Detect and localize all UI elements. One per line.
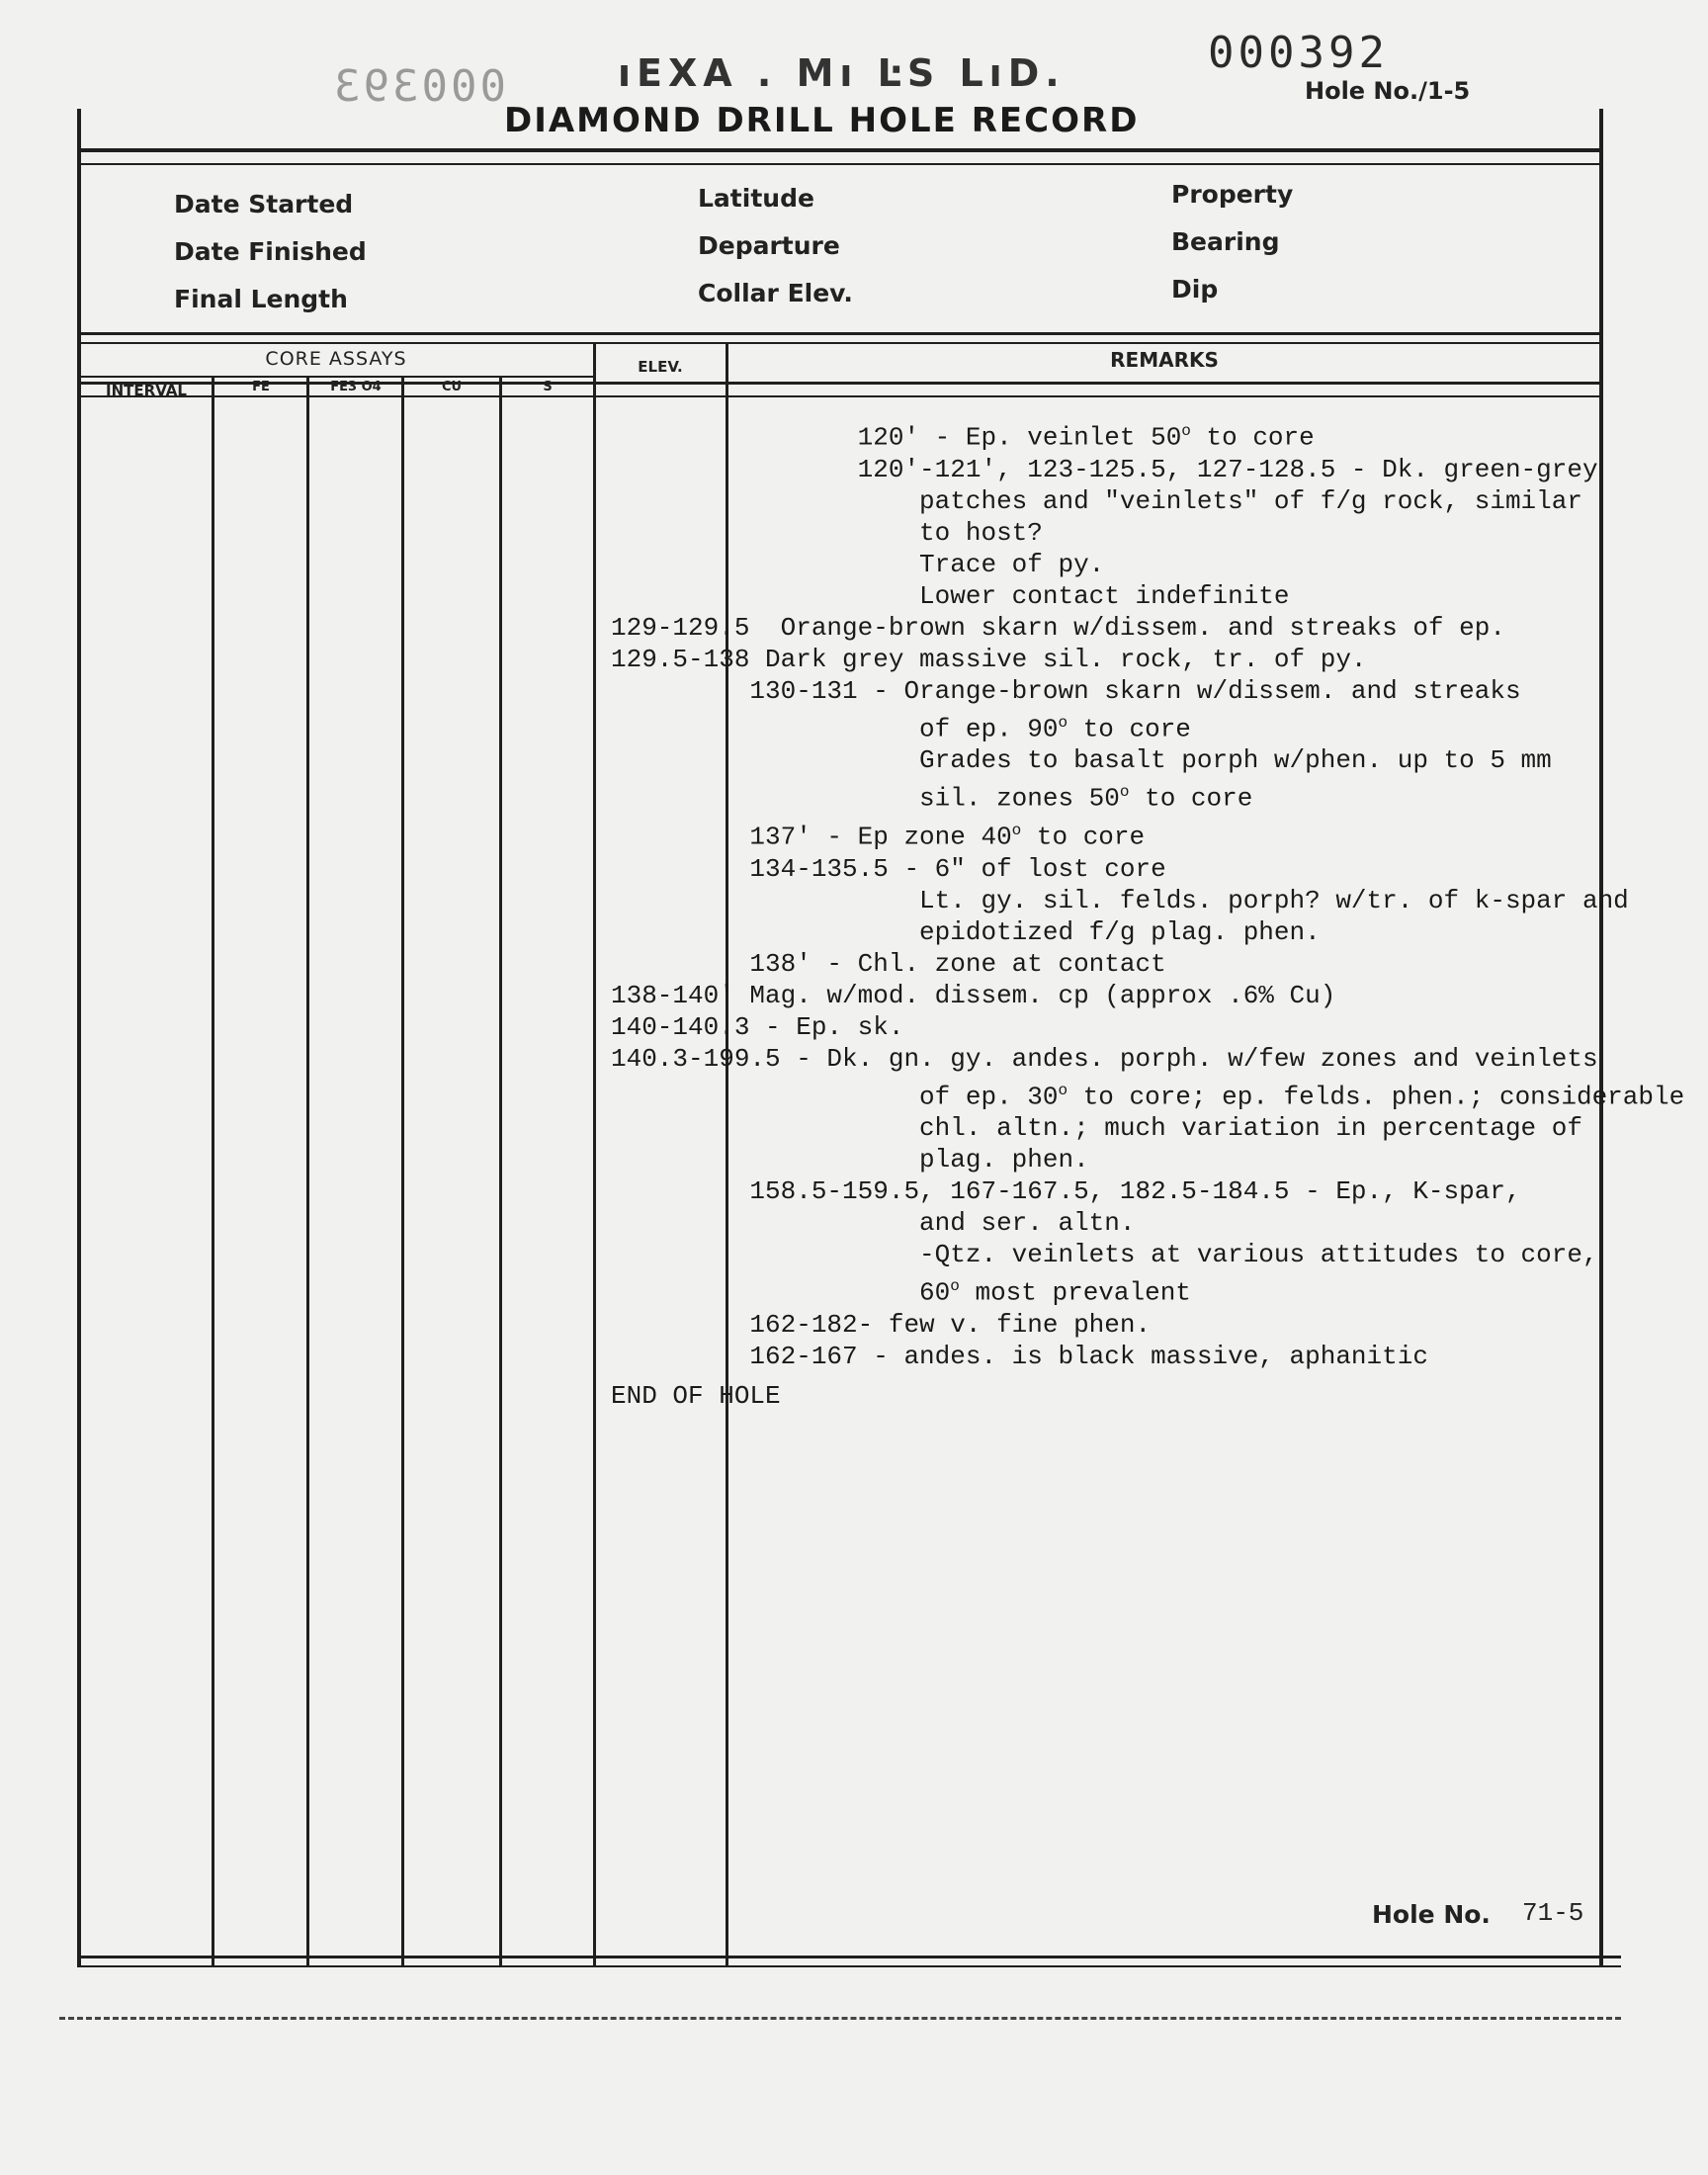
- footer-hole-label: Hole No.: [1372, 1900, 1491, 1929]
- remark-line: Lt. gy. sil. felds. porph? w/tr. of k-spar and: [611, 885, 1629, 915]
- table-bottom-rule-2: [79, 1965, 1621, 1967]
- col-fe3o4: FE3 O4: [330, 380, 382, 394]
- col-cu: CU: [441, 380, 463, 394]
- table-bottom-rule: [79, 1956, 1621, 1958]
- stamp-number: 000392: [1208, 28, 1389, 78]
- col-fe: FE: [252, 380, 270, 394]
- label-date-started: Date Started: [174, 190, 354, 218]
- remark-line: 120' - Ep. veinlet 50$^o$ to core: [611, 422, 1315, 453]
- footer-hole-value: 71-5: [1522, 1898, 1584, 1928]
- col-s: S: [543, 380, 553, 394]
- remark-line: to host?: [611, 517, 1043, 548]
- label-property: Property: [1171, 180, 1294, 209]
- remark-line: of ep. 30$^o$ to core; ep. felds. phen.; considerable: [611, 1081, 1685, 1112]
- end-of-hole: END OF HOLE: [611, 1381, 781, 1411]
- remark-line: 140-140.3 - Ep. sk.: [611, 1011, 904, 1042]
- divider-interval: [212, 376, 214, 1967]
- remark-line: 158.5-159.5, 167-167.5, 182.5-184.5 - Ep., K-spar,: [611, 1176, 1521, 1207]
- remark-line: 138-140' Mag. w/mod. dissem. cp (approx .6% Cu): [611, 980, 1336, 1010]
- remark-line: 137' - Ep zone 40$^o$ to core: [611, 821, 1146, 852]
- mirrored-stamp: 000393: [331, 61, 506, 112]
- table-top-rule: [79, 332, 1601, 335]
- remark-line: Grades to basalt porph w/phen. up to 5 mm: [611, 745, 1552, 776]
- top-rule-thin: [79, 163, 1601, 165]
- remark-line: patches and "veinlets" of f/g rock, similar: [611, 485, 1582, 516]
- remark-line: 140.3-199.5 - Dk. gn. gy. andes. porph. w/few zones and veinlets: [611, 1043, 1598, 1074]
- remark-line: chl. altn.; much variation in percentage of: [611, 1113, 1582, 1144]
- label-final-length: Final Length: [174, 285, 348, 313]
- remark-line: 120'-121', 123-125.5, 127-128.5 - Dk. green-grey: [611, 454, 1598, 484]
- label-departure: Departure: [698, 231, 840, 260]
- assay-sub-rule: [79, 376, 593, 378]
- table-top-rule-2: [79, 342, 1601, 344]
- col-remarks: REMARKS: [1110, 348, 1219, 372]
- remark-line: plag. phen.: [611, 1145, 1089, 1175]
- bottom-dashed-rule: [59, 2017, 1621, 2020]
- divider-fe3o4: [401, 376, 404, 1967]
- label-collar-elev: Collar Elev.: [698, 279, 853, 307]
- remark-line: and ser. altn.: [611, 1208, 1136, 1239]
- label-latitude: Latitude: [698, 184, 814, 213]
- divider-cu: [499, 376, 502, 1967]
- company-name: ıEXA . Mı ĿS LıD.: [618, 51, 1066, 95]
- divider-s: [593, 342, 596, 1967]
- remark-line: Trace of py.: [611, 549, 1105, 579]
- top-rule: [79, 148, 1601, 152]
- core-assays-header: CORE ASSAYS: [265, 348, 407, 370]
- remark-line: sil. zones 50$^o$ to core: [611, 783, 1253, 814]
- remark-line: 130-131 - Orange-brown skarn w/dissem. and streaks: [611, 675, 1521, 706]
- col-interval: INTERVAL: [106, 382, 187, 399]
- remark-line: epidotized f/g plag. phen.: [611, 916, 1321, 947]
- remark-line: 60$^o$ most prevalent: [611, 1277, 1191, 1308]
- label-date-finished: Date Finished: [174, 237, 367, 266]
- remark-line: 162-182- few v. fine phen.: [611, 1309, 1152, 1340]
- remark-line: 129.5-138 Dark grey massive sil. rock, tr. of py.: [611, 644, 1367, 674]
- divider-fe: [306, 376, 309, 1967]
- remark-line: -Qtz. veinlets at various attitudes to core,: [611, 1240, 1598, 1270]
- remark-line: 162-167 - andes. is black massive, aphanitic: [611, 1341, 1428, 1371]
- remark-line: 129-129.5 Orange-brown skarn w/dissem. and streaks of ep.: [611, 612, 1505, 643]
- remark-line: 134-135.5 - 6" of lost core: [611, 853, 1166, 884]
- label-bearing: Bearing: [1171, 227, 1280, 256]
- label-dip: Dip: [1171, 275, 1219, 304]
- hole-label-top: Hole No./1-5: [1305, 77, 1471, 105]
- remark-line: Lower contact indefinite: [611, 580, 1290, 611]
- remark-line: of ep. 90$^o$ to core: [611, 713, 1191, 744]
- page-title: DIAMOND DRILL HOLE RECORD: [504, 101, 1140, 140]
- remarks-body: [611, 415, 1685, 1372]
- col-elev: ELEV.: [638, 358, 683, 376]
- remark-line: 138' - Chl. zone at contact: [611, 948, 1166, 979]
